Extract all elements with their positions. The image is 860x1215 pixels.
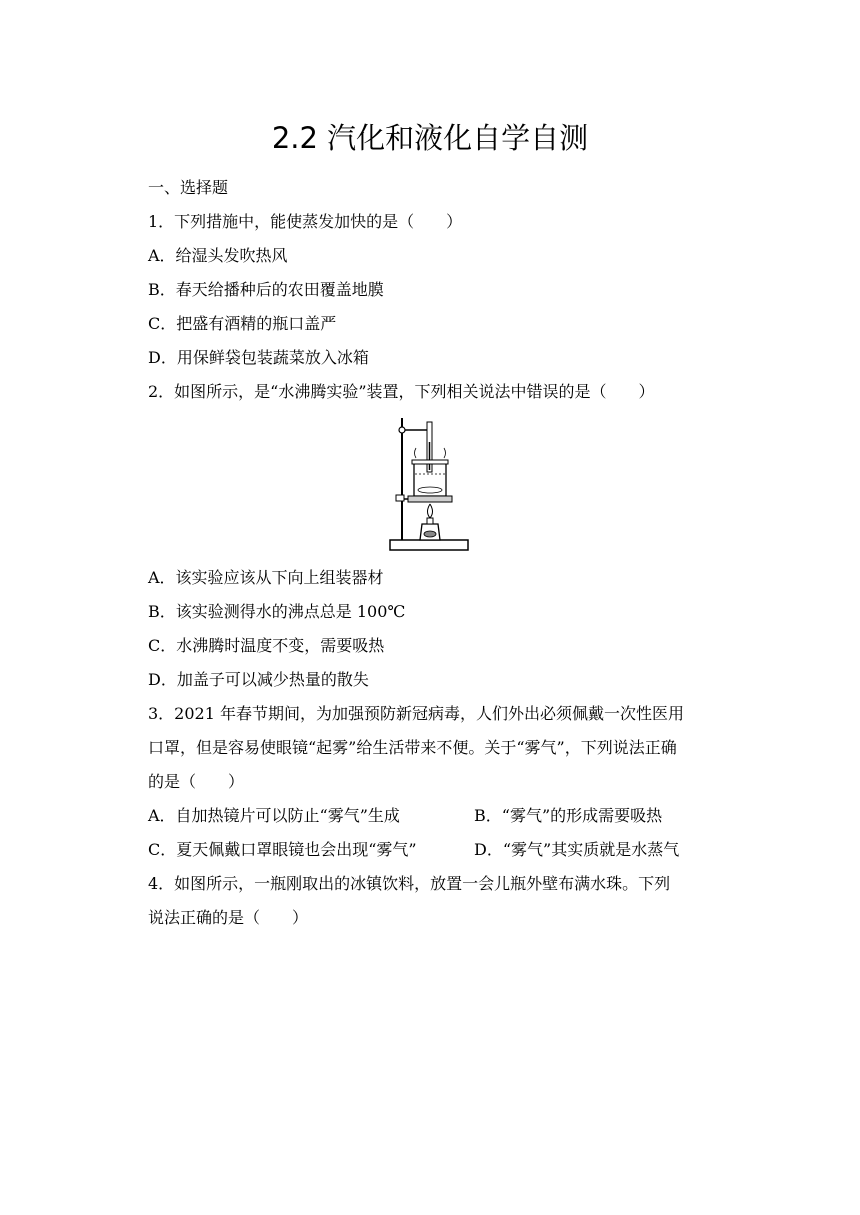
question-1-option-d: D．用保鲜袋包装蔬菜放入冰箱 [148, 348, 369, 367]
question-2-stem: 2．如图所示，是“水沸腾实验”装置，下列相关说法中错误的是（ ） [148, 382, 655, 401]
boiling-apparatus-figure [386, 412, 474, 556]
question-3-option-a: A．自加热镜片可以防止“雾气”生成 [148, 806, 400, 825]
page-title: 2.2 汽化和液化自学自测 [271, 121, 589, 155]
section-heading: 一、选择题 [148, 178, 229, 197]
question-1-option-a: A．给湿头发吹热风 [148, 246, 288, 265]
question-4-stem-line-1: 4．如图所示，一瓶刚取出的冰镇饮料，放置一会儿瓶外壁布满水珠。下列 [148, 874, 671, 893]
question-2-option-c: C．水沸腾时温度不变，需要吸热 [148, 636, 385, 655]
question-2-option-b: B．该实验测得水的沸点总是 100℃ [148, 602, 406, 621]
question-2-option-a: A．该实验应该从下向上组装器材 [148, 568, 384, 587]
question-2-option-d: D．加盖子可以减少热量的散失 [148, 670, 369, 689]
question-3-option-b: B．“雾气”的形成需要吸热 [474, 806, 663, 825]
question-3-option-d: D．“雾气”其实质就是水蒸气 [474, 840, 680, 859]
question-3-stem-line-2: 口罩，但是容易使眼镜“起雾”给生活带来不便。关于“雾气”，下列说法正确 [148, 738, 677, 757]
question-1-option-c: C．把盛有酒精的瓶口盖严 [148, 314, 337, 333]
question-1-option-b: B．春天给播种后的农田覆盖地膜 [148, 280, 384, 299]
question-3-option-c: C．夏天佩戴口罩眼镜也会出现“雾气” [148, 840, 417, 859]
question-3-stem-line-1: 3．2021 年春节期间，为加强预防新冠病毒，人们外出必须佩戴一次性医用 [148, 704, 684, 723]
question-1-stem: 1．下列措施中，能使蒸发加快的是（ ） [148, 212, 463, 231]
question-4-stem-line-2: 说法正确的是（ ） [148, 908, 309, 927]
question-3-stem-line-3: 的是（ ） [148, 772, 245, 791]
